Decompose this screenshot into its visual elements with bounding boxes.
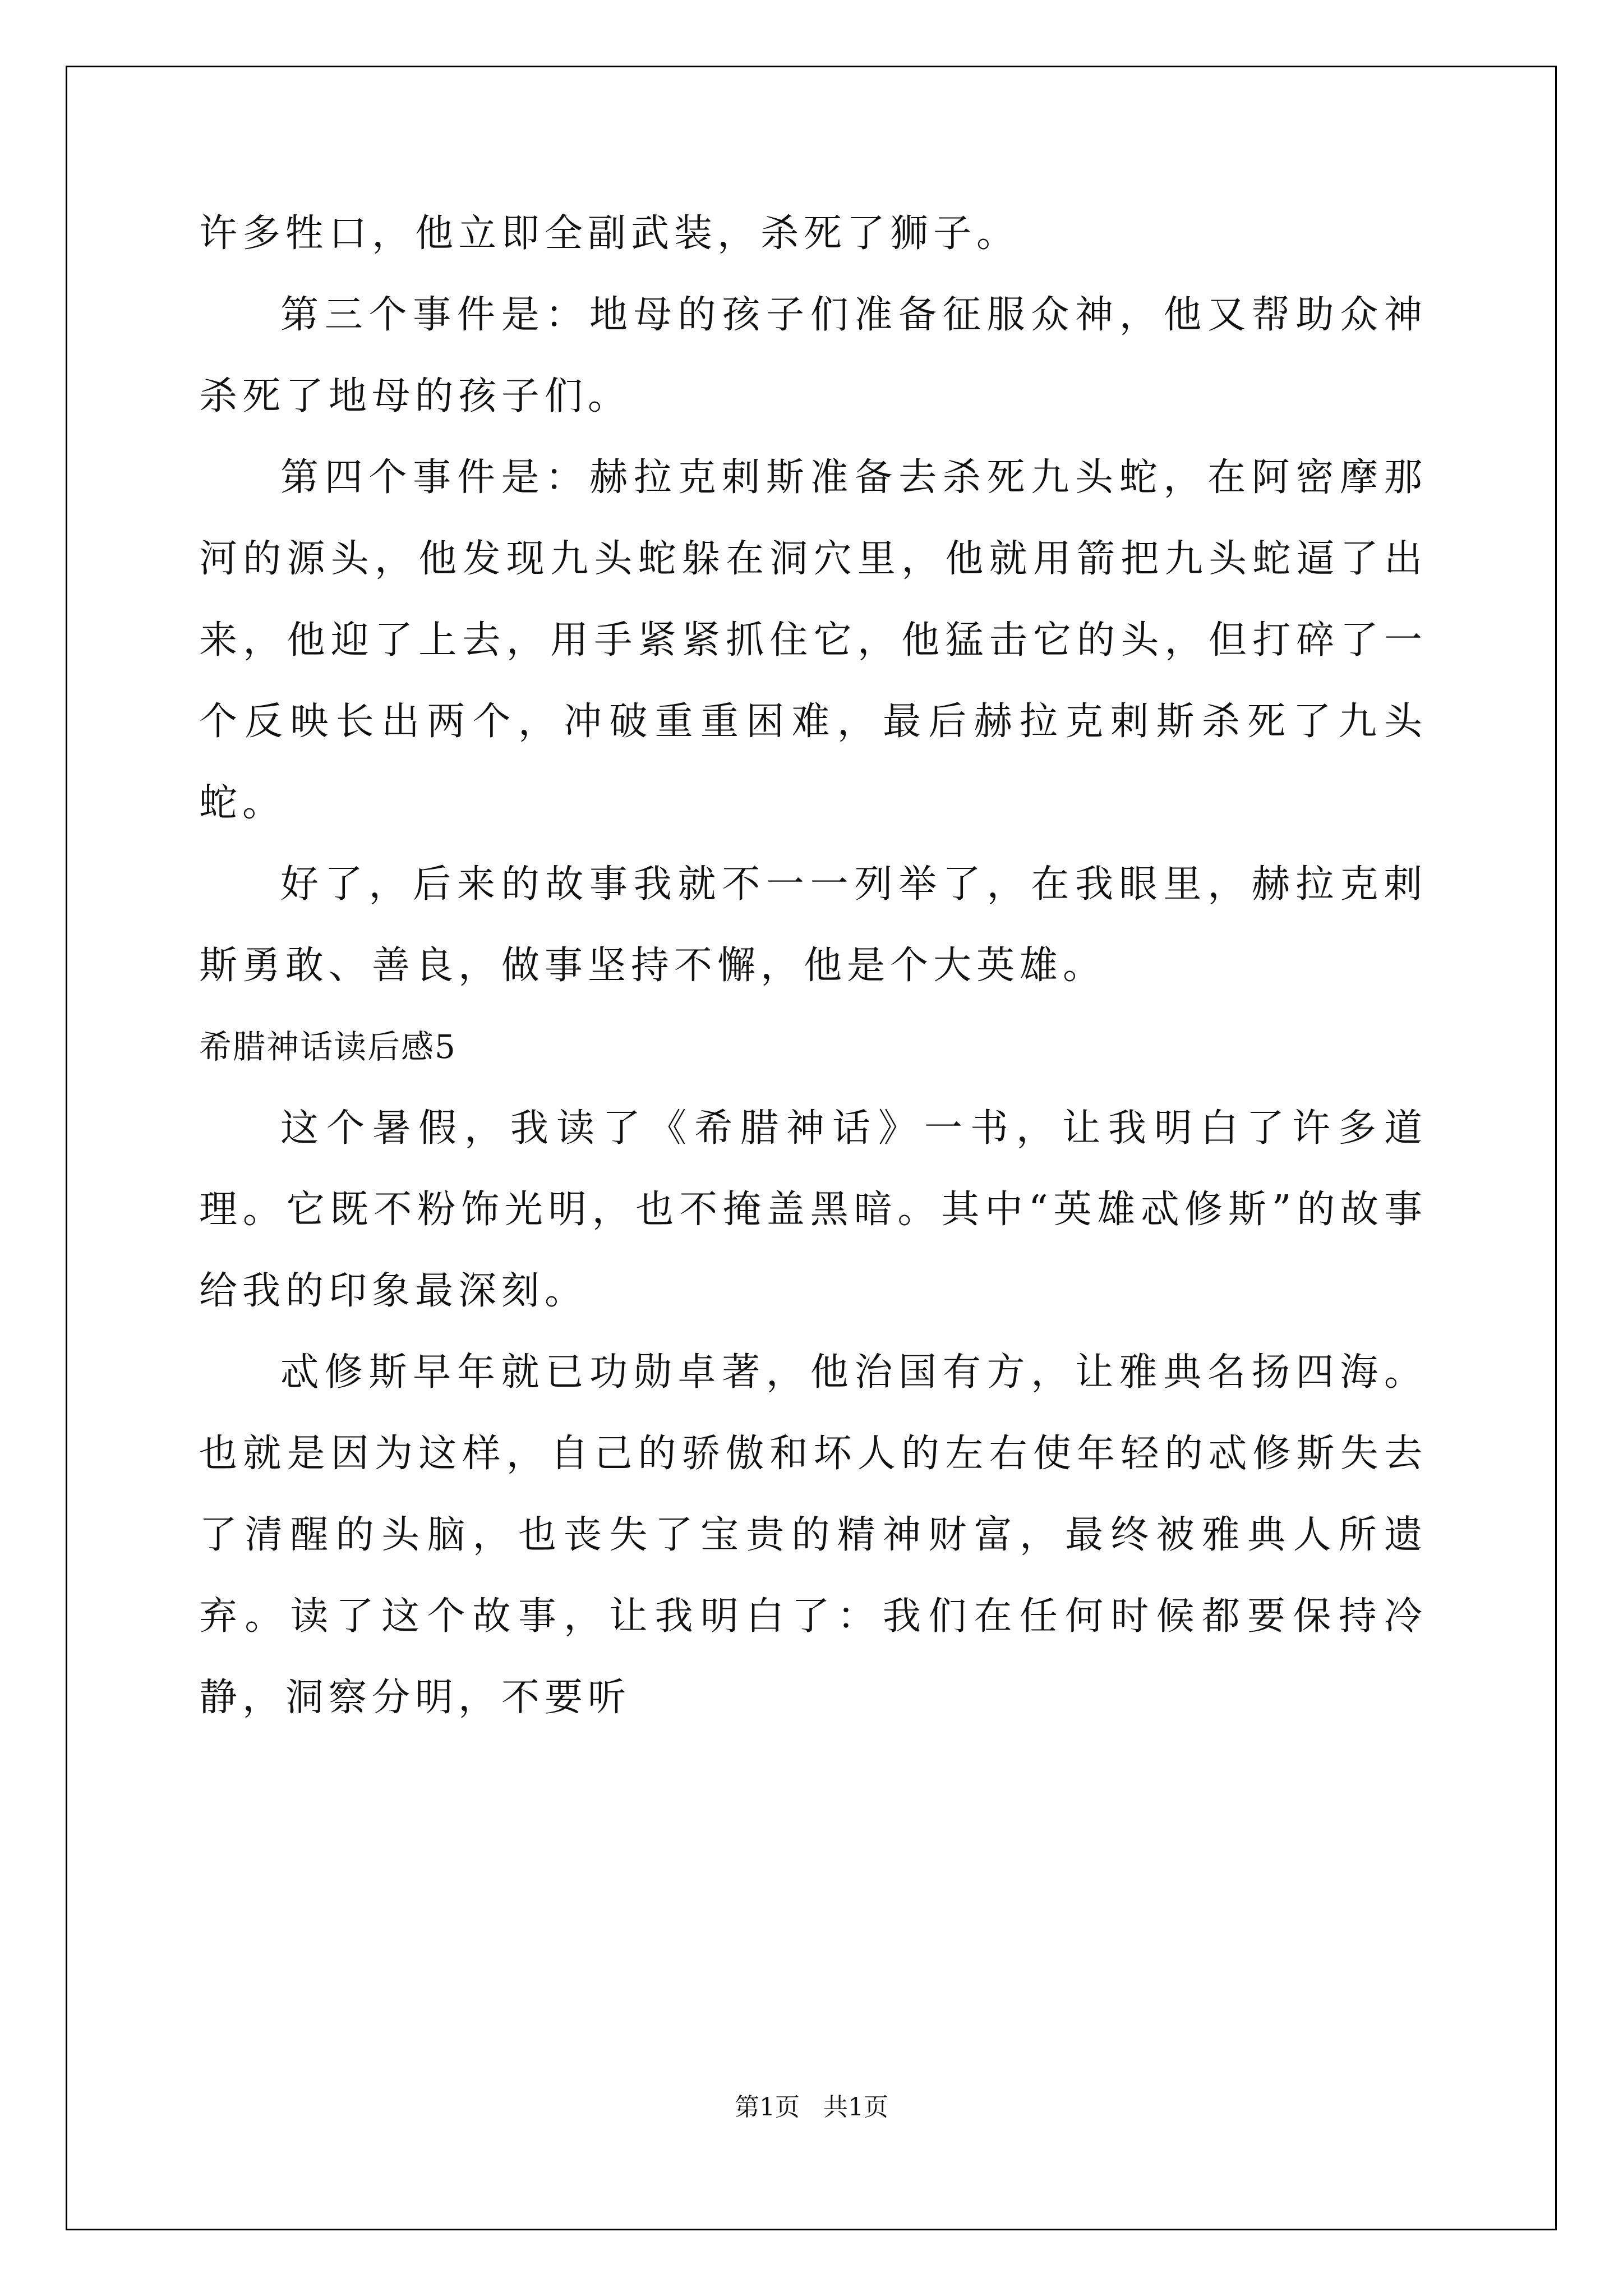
page-number-total: 共1页 <box>823 2093 888 2122</box>
page-number-current: 第1页 <box>735 2093 800 2122</box>
paragraph-3: 第四个事件是：赫拉克剌斯准备去杀死九头蛇，在阿密摩那河的源头，他发现九头蛇躲在洞穴里，他就用箭把九头蛇逼了出来，他迎了上去，用手紧紧抓住它，他猛击它的头，但打碎了一个反映长出两个，冲破重重困难，最后赫拉克剌斯杀死了九头蛇。 <box>199 455 1427 825</box>
paragraph-5: 这个暑假，我读了《希腊神话》一书，让我明白了许多道理。它既不粉饰光明，也不掩盖黑暗。其中“英雄忒修斯”的故事给我的印象最深刻。 <box>199 1106 1427 1313</box>
document-body <box>199 193 1427 1738</box>
paragraph-1: 许多牲口，他立即全副武装，杀死了狮子。 <box>199 211 1020 256</box>
paragraph-4: 好了，后来的故事我就不一一列举了，在我眼里，赫拉克剌斯勇敢、善良，做事坚持不懈，他是个大英雄。 <box>199 862 1427 988</box>
page-footer <box>0 2087 1623 2123</box>
paragraph-6: 忒修斯早年就已功勋卓著，他治国有方，让雅典名扬四海。也就是因为这样，自己的骄傲和坏人的左右使年轻的忒修斯失去了清醒的头脑，也丧失了宝贵的精神财富，最终被雅典人所遗弃。读了这个故事，让我明白了：我们在任何时候都要保持冷静，洞察分明，不要听 <box>199 1350 1427 1720</box>
section-heading: 希腊神话读后感5 <box>199 1028 457 1066</box>
paragraph-2: 第三个事件是：地母的孩子们准备征服众神，他又帮助众神杀死了地母的孩子们。 <box>199 293 1427 418</box>
